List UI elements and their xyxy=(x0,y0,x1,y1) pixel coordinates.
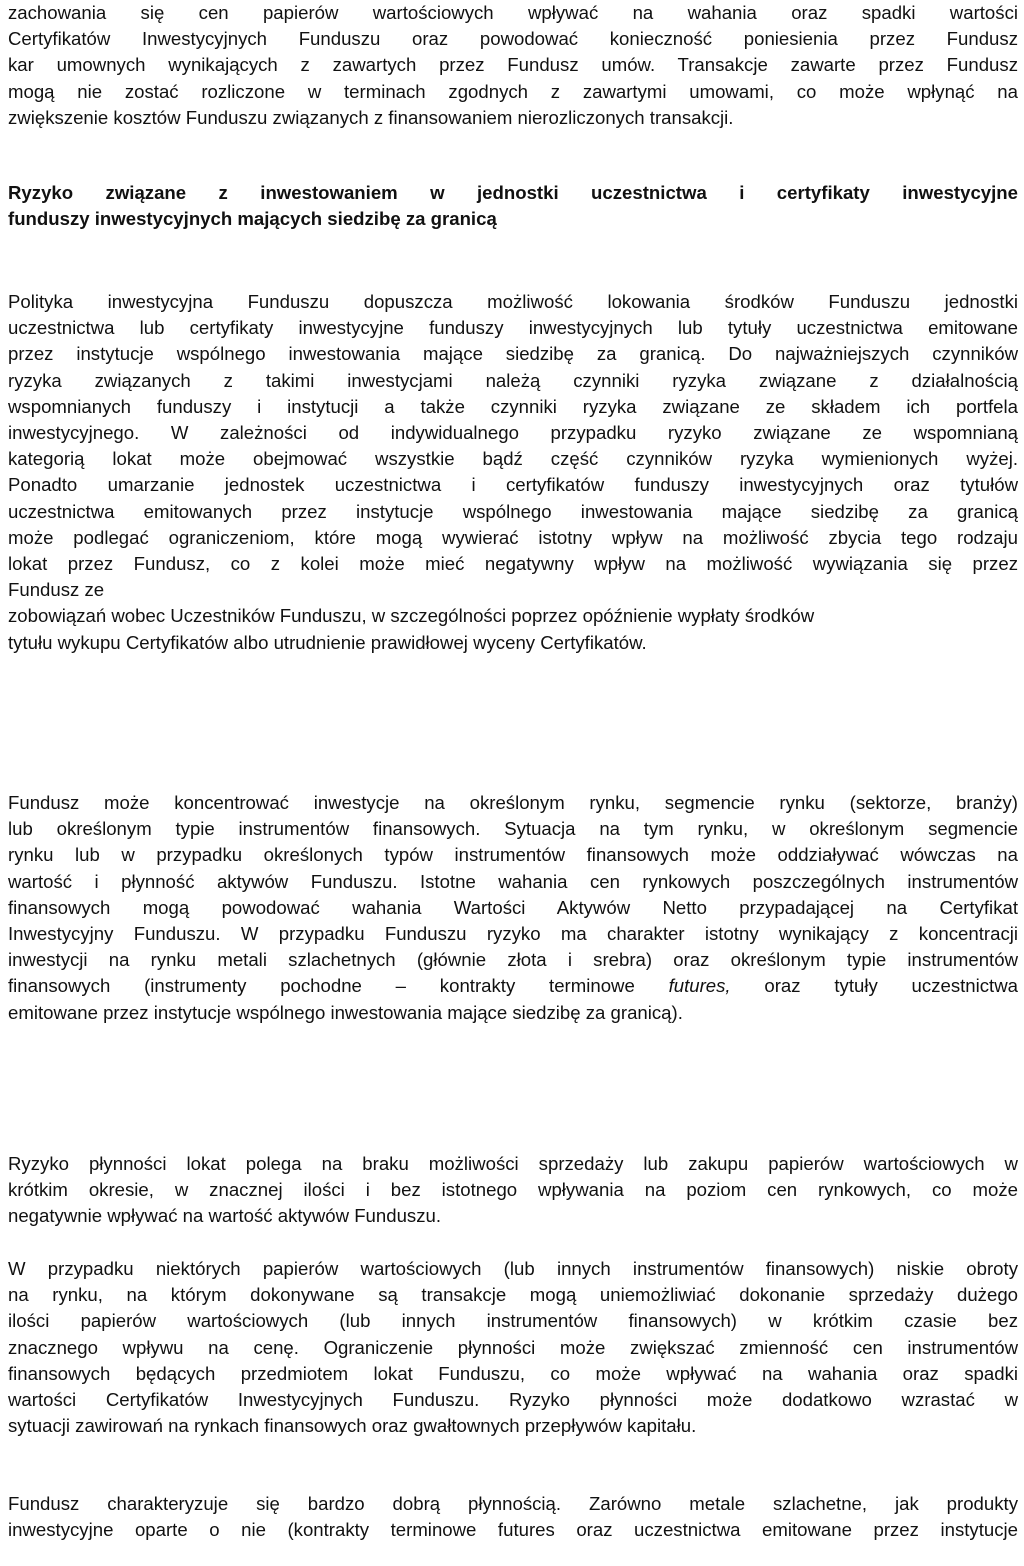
text-line: W przypadku niektórych papierów wartościowych (lub innych instrumentów finansowych) niskie obroty xyxy=(8,1258,1018,1279)
text-fragment: oraz tytuły uczestnictwa xyxy=(730,975,1018,997)
text-line: uczestnictwa emitowanych przez instytucje wspólnego inwestowania mające siedzibę za granicą xyxy=(8,500,1018,522)
text-line: może podlegać ograniczeniom, które mogą wywierać istotny wpływ na możliwość zbycia tego rodzaju xyxy=(8,526,1018,548)
heading-line: funduszy inwestycyjnych mających siedzibę za granicą xyxy=(8,208,497,230)
text-line: inwestycyjne oparte o nie (kontrakty terminowe futures oraz uczestnictwa emitowane przez instytucje xyxy=(8,1519,1018,1541)
text-line: zwiększenie kosztów Funduszu związanych z finansowaniem nierozliczonych transakcji. xyxy=(8,106,734,128)
paragraph-concentration-risk xyxy=(8,790,1018,1026)
text-line: finansowych będących przedmiotem lokat Funduszu, co może wpływać na wahania oraz spadki xyxy=(8,1362,1018,1384)
text-line: sytuacji zawirowań na rynkach finansowych oraz gwałtownych przepływów kapitału. xyxy=(8,1415,697,1437)
text-line: Inwestycyjny Funduszu. W przypadku Funduszu ryzyko ma charakter istotny wynikający z koncentracji xyxy=(8,923,1018,945)
text-line: emitowane przez instytucje wspólnego inwestowania mające siedzibę za granicą). xyxy=(8,1001,683,1023)
text-line: uczestnictwa lub certyfikaty inwestycyjne funduszy inwestycyjnych lub tytuły uczestnictwa emitowane xyxy=(8,317,1018,339)
text-line: wartości Certyfikatów Inwestycyjnych Funduszu. Ryzyko płynności może dodatkowo wzrastać w xyxy=(8,1389,1018,1411)
text-line: inwestycyjnego. W zależności od indywidualnego przypadku ryzyko związane ze wspomnianą xyxy=(8,422,1018,444)
text-fragment: finansowych (instrumenty pochodne – kontrakty terminowe xyxy=(8,975,669,997)
text-line: rynku lub w przypadku określonych typów instrumentów finansowych może oddziaływać wówczas na xyxy=(8,844,1018,866)
text-line: negatywnie wpływać na wartość aktywów Funduszu. xyxy=(8,1205,442,1227)
text-line: lub określonym typie instrumentów finansowych. Sytuacja na tym rynku, w określonym segmencie xyxy=(8,818,1018,840)
text-line: krótkim okresie, w znacznej ilości i bez istotnego wpływania na poziom cen rynkowych, co może xyxy=(8,1179,1018,1201)
text-line: wspomnianych funduszy i instytucji a także czynniki ryzyka związane ze składem ich portfela xyxy=(8,395,1018,417)
text-line: Fundusz ze xyxy=(8,579,105,601)
text-line: mogą nie zostać rozliczone w terminach zgodnych z zawartymi umowami, co może wpłynąć na xyxy=(8,80,1018,102)
italic-term: futures, xyxy=(668,975,731,997)
paragraph-liquidity-risk xyxy=(8,1151,1018,1230)
section-heading-foreign-funds-risk xyxy=(8,180,1018,232)
text-line: kar umownych wynikających z zawartych przez Fundusz umów. Transakcje zawarte przez Fundusz xyxy=(8,54,1018,76)
text-line: Ryzyko płynności lokat polega na braku możliwości sprzedaży lub zakupu papierów wartościowych w xyxy=(8,1153,1018,1174)
text-line: Fundusz charakteryzuje się bardzo dobrą płynnością. Zarówno metale szlachetne, jak produkty xyxy=(8,1493,1018,1514)
text-line: finansowych mogą powodować wahania Wartości Aktywów Netto przypadającej na Certyfikat xyxy=(8,896,1018,918)
text-line: tytułu wykupu Certyfikatów albo utrudnienie prawidłowej wyceny Certyfikatów. xyxy=(8,631,647,653)
text-line: na rynku, na którym dokonywane są transakcje mogą uniemożliwiać dokonanie sprzedaży dużego xyxy=(8,1284,1018,1306)
text-line: ryzyka związanych z takimi inwestycjami należą czynniki ryzyka związane z działalnością xyxy=(8,369,1018,391)
paragraph-fund-liquidity xyxy=(8,1491,1018,1543)
text-line: inwestycji na rynku metali szlachetnych (głównie złota i srebra) oraz określonym typie instrumentów xyxy=(8,949,1018,971)
text-line: kategorią lokat może obejmować wszystkie bądź część czynników ryzyka wymienionych wyżej. xyxy=(8,448,1018,470)
paragraph-foreign-funds-policy xyxy=(8,289,1018,656)
text-line: Ponadto umarzanie jednostek uczestnictwa i certyfikatów funduszy inwestycyjnych oraz tytułów xyxy=(8,474,1018,496)
text-line: Polityka inwestycyjna Funduszu dopuszcza możliwość lokowania środków Funduszu jednostki xyxy=(8,291,1018,312)
text-line: znacznego wpływu na cenę. Ograniczenie płynności może zwiększać zmienność cen instrumentów xyxy=(8,1336,1018,1358)
heading-line: Ryzyko związane z inwestowaniem w jednostki uczestnictwa i certyfikaty inwestycyjne xyxy=(8,182,1018,203)
text-line: wartość i płynność aktywów Funduszu. Istotne wahania cen rynkowych poszczególnych instrumentów xyxy=(8,870,1018,892)
text-line: Fundusz może koncentrować inwestycje na określonym rynku, segmencie rynku (sektorze, branży) xyxy=(8,792,1018,813)
text-line: ilości papierów wartościowych (lub innych instrumentów finansowych) w krótkim czasie bez xyxy=(8,1310,1018,1332)
text-line: lokat przez Fundusz, co z kolei może mieć negatywny wpływ na możliwość wywiązania się przez xyxy=(8,553,1018,575)
text-line: Certyfikatów Inwestycyjnych Funduszu oraz powodować konieczność poniesienia przez Fundusz xyxy=(8,28,1018,50)
paragraph-low-turnover xyxy=(8,1256,1018,1439)
text-line: zachowania się cen papierów wartościowych wpływać na wahania oraz spadki wartości xyxy=(8,2,1018,23)
text-line: zobowiązań wobec Uczestników Funduszu, w szczególności poprzez opóźnienie wypłaty środków xyxy=(8,605,815,627)
text-line xyxy=(8,973,1018,999)
text-line: przez instytucje wspólnego inwestowania mające siedzibę za granicą. Do najważniejszych czynników xyxy=(8,343,1018,365)
paragraph-settlement-risk xyxy=(8,0,1018,131)
